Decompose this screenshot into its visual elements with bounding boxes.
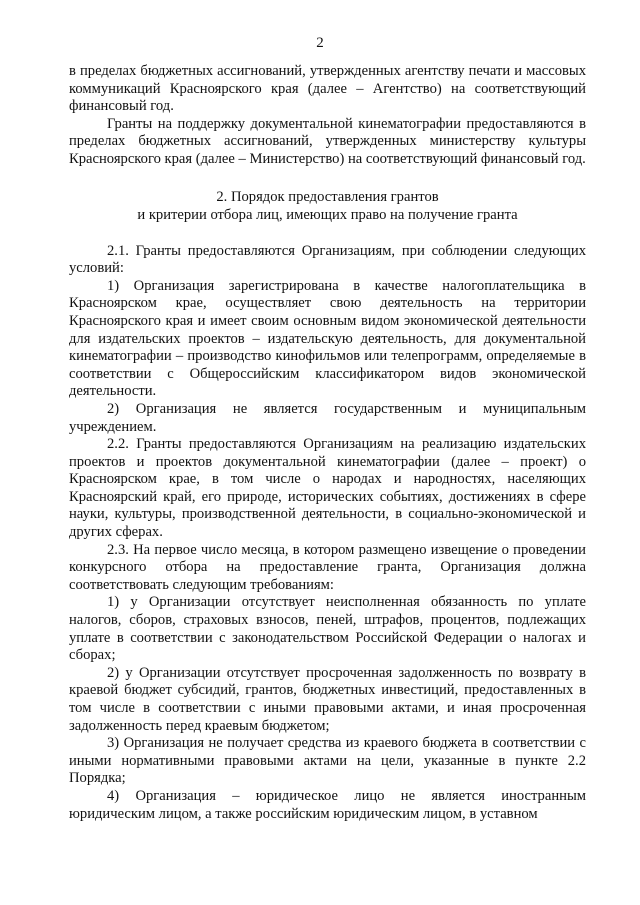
section-heading-line-2: и критерии отбора лиц, имеющих право на получение гранта bbox=[137, 206, 518, 223]
paragraph-budget-agency: в пределах бюджетных ассигнований, утвержденных агентству печати и массовых коммуникаций Красноярского края (далее – Агентство) на соответствующий финансовый год. bbox=[69, 63, 586, 115]
page-number: 2 bbox=[316, 35, 324, 51]
paragraph-documentary-grants: Гранты на поддержку документальной кинематографии предоставляются в пределах бюджетных ассигнований, утвержденных министерству культуры Красноярского края (далее – Министерство) на соответствующий финансовый год. bbox=[69, 115, 586, 167]
paragraph-2-3-item-3: 3) Организация не получает средства из краевого бюджета в соответствии с иными нормативными правовыми актами на цели, указанные в пункте 2.2 Порядка; bbox=[69, 735, 586, 787]
paragraph-2-1-item-1: 1) Организация зарегистрирована в качестве налогоплательщика в Красноярском крае, осуществляет свою деятельность на территории Красноярского края и имеет своим основным видом экономической деятельности для издательских проектов – издательскую деятельность, для документальной кинематографии – производство кинофильмов или телепрограмм, определяемые в соответствии с Общероссийским классификатором видов экономической деятельности. bbox=[69, 277, 586, 400]
section-heading bbox=[69, 188, 586, 224]
paragraph-2-3: 2.3. На первое число месяца, в котором размещено извещение о проведении конкурсного отбора на предоставление гранта, Организация должна соответствовать следующим требованиям: bbox=[69, 541, 586, 593]
document-body bbox=[69, 63, 586, 823]
paragraph-2-1-item-2: 2) Организация не является государственным и муниципальным учреждением. bbox=[69, 400, 586, 435]
paragraph-2-1: 2.1. Гранты предоставляются Организациям, при соблюдении следующих условий: bbox=[69, 242, 586, 277]
paragraph-2-3-item-4: 4) Организация – юридическое лицо не является иностранным юридическим лицом, а также российским юридическим лицом, в уставном bbox=[69, 787, 586, 822]
paragraph-2-3-item-1: 1) у Организации отсутствует неисполненная обязанность по уплате налогов, сборов, страховых взносов, пеней, штрафов, процентов, подлежащих уплате в соответствии с законодательством Российской Федерации о налогах и сборах; bbox=[69, 594, 586, 664]
paragraph-2-3-item-2: 2) у Организации отсутствует просроченная задолженность по возврату в краевой бюджет субсидий, грантов, бюджетных инвестиций, предоставленных в том числе в соответствии с иными правовыми актами, и иная просроченная задолженность перед краевым бюджетом; bbox=[69, 664, 586, 734]
paragraph-2-2: 2.2. Гранты предоставляются Организациям на реализацию издательских проектов и проектов документальной кинематографии (далее – проект) о Красноярском крае, в том числе о народах и народностях, населяющих Красноярский край, его природе, исторических событиях, достижениях в сфере науки, культуры, производственной деятельности, в социально-экономической и других сферах. bbox=[69, 436, 586, 541]
section-heading-line-1: 2. Порядок предоставления грантов bbox=[216, 188, 439, 205]
